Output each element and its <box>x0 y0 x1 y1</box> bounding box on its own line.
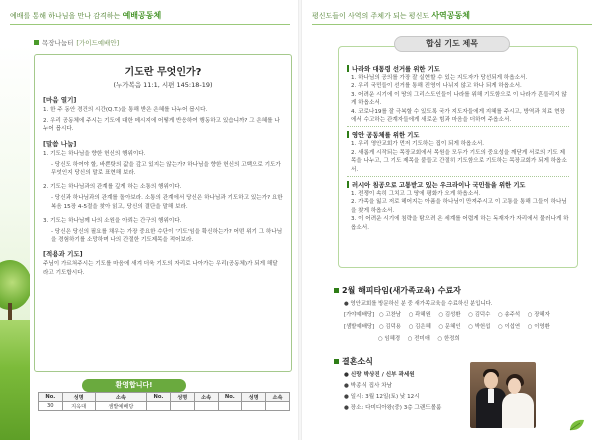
bar-icon <box>347 181 349 188</box>
table-header-cell: 성명 <box>242 393 266 402</box>
table-header-cell: No. <box>39 393 63 402</box>
paragraph: - 당신도 하여야 할, 바쁜탓의 값을 갚고 있지는 않는가? 하나님을 향한 헌신의 고백으로 기도가 무엇인지 당신의 말로 표현해 보라. <box>51 161 281 177</box>
graduate-name: ○ 한정희 <box>437 336 460 342</box>
bar-icon <box>347 131 349 138</box>
table-cell <box>242 402 266 411</box>
wedding-title: 결혼소식 <box>334 356 373 367</box>
graduate-name: ○ 김은혜 <box>408 324 431 330</box>
graduate-row <box>344 310 556 318</box>
wedding-detail: ● 일시: 3월 12일(토) 낮 12시 <box>344 394 420 400</box>
left-header-lead: 예배를 통해 하나님을 만나 감격하는 <box>10 12 123 20</box>
table-cell <box>147 402 171 411</box>
table-header-cell: No. <box>147 393 171 402</box>
right-header-divider <box>312 24 592 25</box>
grass-field <box>0 320 30 440</box>
table-cell <box>218 402 242 411</box>
square-bullet-icon <box>34 40 39 45</box>
paragraph: 주님이 가르쳐주시는 기도를 마음에 새겨 더욱 기도의 자리로 나아가는 우리(공동체)가 되게 해달라고 기도합시다. <box>43 261 278 276</box>
bar-icon <box>347 65 349 72</box>
table-header-cell: 소속 <box>194 393 218 402</box>
prayer-item: 2. 새롭게 시작되는 목장교회에서 목원을 모두가 기도의 중요성을 깨닫게 서로의 기도 제목을 나누고, 그 기도 제목을 붙들고 간절히 기도함으로 기도하는 목장교회가 되게 하옵소서. <box>351 149 567 173</box>
prayer-item: 1. 전쟁이 속히 그치고 그 땅에 평화가 오게 하옵소서. <box>351 191 481 198</box>
wedding-photo <box>470 362 536 428</box>
wedding-detail: ● 박종식 집사 차남 <box>344 383 393 389</box>
leaf-icon <box>568 418 586 432</box>
left-page <box>0 0 298 440</box>
table-header-row <box>39 393 290 402</box>
prayer-title-tab: 합심 기도 제목 <box>394 36 510 52</box>
prayer-box <box>338 46 578 268</box>
paragraph: - 당신은 당신의 필요를 채우는 가장 중요한 수단이 '기도'임을 확신하는가? 어떤 위기 그 하나님을 경험하기를 소망하며 나의 간절한 기도제목을 적어보라. <box>51 229 283 244</box>
graduate-name: ○ 임혜경 <box>378 336 401 342</box>
graduate-name: ○ 전미애 <box>407 336 430 342</box>
prayer-item: 3. 이 어려운 시기에 침략을 탐으려 온 세계를 어렵게 하는 독재자가 자리에서 물러나게 하옵소서. <box>351 216 569 231</box>
table-cell <box>170 402 194 411</box>
table-cell: 지옥대 <box>62 402 95 411</box>
row-label: [가야예배당] <box>344 312 375 318</box>
nature-decoration <box>0 45 30 440</box>
graduate-name: ○ 김성환 <box>438 312 461 318</box>
tag-sub: [가이드예배안] <box>76 38 120 47</box>
table-row <box>39 402 290 411</box>
prayer-item: 3. 어려운 시기에 이 땅의 그리스도인들이 나라를 위해 기도함으로 이 나라가 흔들리지 않게 하옵소서. <box>351 91 567 107</box>
right-header-lead: 평신도들이 사역의 주체가 되는 평신도 <box>312 12 432 20</box>
graduate-row <box>344 322 556 330</box>
table-header-cell: 성명 <box>62 393 95 402</box>
happy-time-description: ● 영안교회를 방문하신 분 중 새가족교육을 수료하신 분입니다. <box>344 301 493 307</box>
paragraph: 1. 기도는 하나님을 향한 헌신의 행위이다. <box>43 150 146 157</box>
graduate-row <box>344 334 466 342</box>
left-header-strong: 예배공동체 <box>122 11 162 20</box>
divider <box>347 126 569 127</box>
paragraph: 1. 한 주 동안 경건의 시간(Q.T.)을 통해 받은 은혜를 나누어 봅시다. <box>43 107 208 113</box>
prayer-group-heading: 나라와 대통령 선거를 위한 기도 <box>347 64 569 73</box>
welcome-table <box>38 392 290 411</box>
graduate-name: ○ 장혜자 <box>527 312 550 318</box>
tree-icon <box>0 260 30 310</box>
happy-time-title: 2월 해피타임(새가족교육) 수료자 <box>334 285 461 296</box>
section-heading-open: [마음 열기] <box>43 96 77 104</box>
graduate-name: ○ 김덕수 <box>468 312 491 318</box>
divider <box>347 176 569 177</box>
graduate-name: ○ 문혜인 <box>438 324 461 330</box>
left-header-divider <box>10 24 290 25</box>
wedding-couple: ● 신랑 박상진 / 신부 곽세원 <box>344 372 415 378</box>
table-header-cell: 소속 <box>266 393 290 402</box>
table-cell: 30 <box>39 402 63 411</box>
table-header-cell: No. <box>218 393 242 402</box>
table-header-cell: 소속 <box>95 393 146 402</box>
paragraph: 3. 기도는 하나님께 나의 소원을 아뢰는 간구의 행위이다. <box>43 217 182 224</box>
sermon-box <box>34 54 292 372</box>
graduate-name: ○ 이섭연 <box>498 324 521 330</box>
graduate-name: ○ 고찬남 <box>378 312 402 318</box>
table-header-cell: 성명 <box>170 393 194 402</box>
welcome-title: 환영합니다! <box>82 379 186 392</box>
prayer-group-heading: 영안 공동체를 위한 기도 <box>347 130 569 139</box>
graduate-name: ○ 박헌섭 <box>468 324 491 330</box>
sermon-title: 기도란 무엇인가? <box>124 67 202 78</box>
prayer-item: 4. 코로나19를 잘 극복할 수 있도록 국가 지도자들에게 지혜를 주시고, 방역과 치료 현장에서 수고하는 관계자들에게 새로운 힘과 마음을 더하여 주옵소서. <box>351 108 565 124</box>
square-bullet-icon <box>334 288 339 293</box>
right-header-strong: 사역공동체 <box>431 11 470 20</box>
section-heading-apply: [적용과 기도] <box>43 250 83 259</box>
row-label: [샘밭예배당] <box>344 324 375 330</box>
graduate-name: ○ 곽혜원 <box>408 312 431 318</box>
graduate-name: ○ 송주석 <box>498 312 521 318</box>
paragraph: 2. 기도는 하나님과의 관계를 깊게 하는 소통의 행위이다. <box>43 184 182 191</box>
sermon-reference: (누가복음 11:1, 시편 145:18-19) <box>113 81 213 89</box>
graduate-name: ○ 이영환 <box>527 324 550 330</box>
right-page-header <box>312 10 470 24</box>
prayer-item: 1. 하나님의 공의를 가장 잘 실현할 수 있는 지도자가 당선되게 하옵소서. <box>351 75 528 81</box>
paragraph: 2. 우리 공동체에 주시는 기도에 대한 메시지에 어떻게 반응하여 행동하고 있습니까? 그 은혜를 나누어 봅시다. <box>43 118 280 133</box>
prayer-item: 2. 가족을 잃고 저로 헤어지는 아픔을 하나님이 만져주시고 이 고통을 통해 그들이 하나님을 찾게 하옵소서. <box>351 199 567 214</box>
left-page-header <box>10 10 161 24</box>
prayer-item: 2. 우리 국민들이 선거를 통해 진영이 나뉘지 않고 하나 되게 하옵소서. <box>351 83 522 90</box>
tag-label: 목장나눔터 <box>42 38 74 47</box>
prayer-group-heading: 러시아 침공으로 고통받고 있는 우크라이나 국민들을 위한 기도 <box>347 180 569 189</box>
table-cell: 샘밭예배당 <box>95 402 146 411</box>
graduate-name: ○ 김덕용 <box>378 324 402 330</box>
paragraph: - 당신과 하나님과의 관계를 돌아보라. 소통의 관계에서 당신은 하나님과 기도하고 있는가? 요한복음 15장 4-5절을 찾아 읽고, 당신의 결단을 말해 보라. <box>51 195 283 210</box>
table-cell <box>266 402 290 411</box>
right-page <box>302 0 600 440</box>
section-tag <box>34 36 292 48</box>
wedding-detail: ● 장소: 다미디아왕(중) 3층 그랜드볼룸 <box>344 405 442 411</box>
square-bullet-icon <box>334 359 339 364</box>
prayer-item: 1. 우리 영안교회가 먼저 기도하는 집이 되게 하옵소서. <box>351 141 485 148</box>
table-cell <box>194 402 218 411</box>
section-heading-word: [말씀 나눔] <box>43 139 77 148</box>
